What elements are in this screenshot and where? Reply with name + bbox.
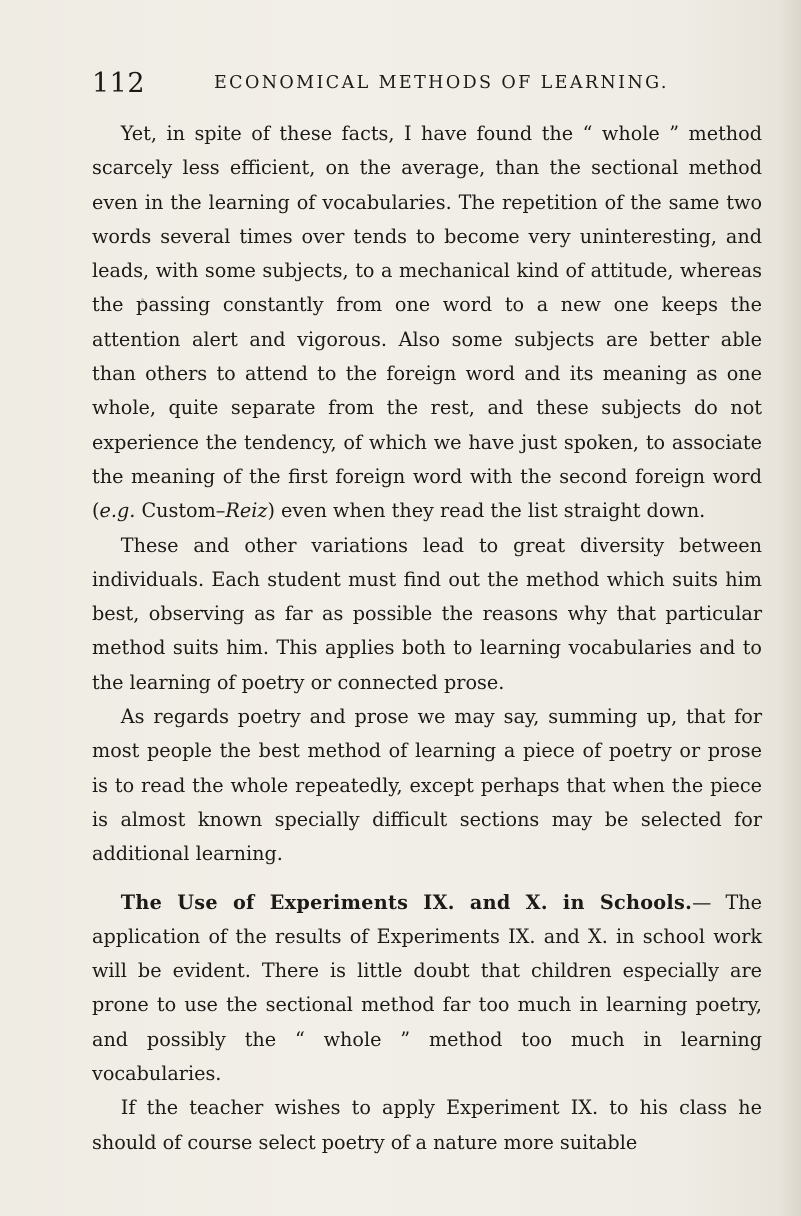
example-word-custom: Custom–: [135, 499, 226, 523]
paragraph-text-end: ) even when they read the list straight down.: [267, 499, 706, 523]
page-number: 112: [92, 68, 146, 99]
paragraph-text: Yet, in spite of these facts, I have found the “ whole ” method scarcely less efficient, on the average, than the sectional method even in the learning of vocabularies. The repetition of the same two words several times over tends to become very uninteresting, and leads, with some subjects, to a mechanical kind of attitude, whereas the passing constantly from one word to a new one keeps the attention alert and vigorous. Also some subjects are better able than others to attend to the foreign word and its meaning as one whole, quite separate from the rest, and these subjects do not experience the tendency, of which we have just spoken, to associate the meaning of the first foreign word with the second foreign word (: [92, 122, 762, 523]
paragraph-whole-method: [92, 117, 762, 529]
page-edge-shadow: [779, 0, 801, 1216]
section-title: The Use of Experiments IX. and X. in Schools.: [120, 890, 693, 914]
running-head: ECONOMICAL METHODS OF LEARNING.: [214, 73, 669, 93]
section-use-of-experiments: [92, 886, 762, 1092]
section-paragraph-text: The application of the results of Experiments IX. and X. in school work will be evident. There is little doubt that children especially are prone to use the sectional method far too much in learning poetry, and possibly the “ whole ” method too much in learning vocabularies.: [92, 890, 762, 1086]
page-header: [92, 68, 762, 108]
paragraph-variations: These and other variations lead to great diversity between individuals. Each student must find out the method which suits him best, observing as far as possible the reasons why that particular method suits him. This applies both to learning vocabularies and to the learning of poetry or connected prose.: [92, 533, 762, 694]
paragraph-poetry-prose: As regards poetry and prose we may say, summing up, that for most people the best method of learning a piece of poetry or prose is to read the whole repeatedly, except perhaps that when the piece is almost known specially difficult sections may be selected for additional learning.: [92, 705, 762, 866]
paragraph-teacher: If the teacher wishes to apply Experiment IX. to his class he should of course select poetry of a nature more suitable: [92, 1096, 762, 1154]
example-word-reiz: Reiz: [225, 499, 268, 523]
body-text: [92, 117, 762, 1160]
eg-abbreviation: e.g.: [99, 499, 136, 523]
section-dash: —: [692, 890, 712, 914]
